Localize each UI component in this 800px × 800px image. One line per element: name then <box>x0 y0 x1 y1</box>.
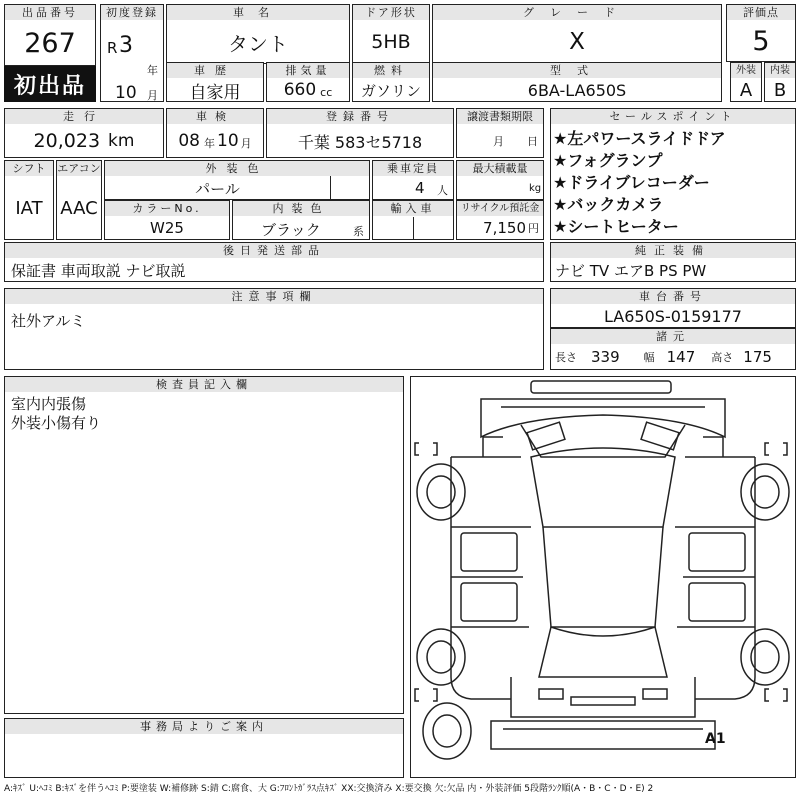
inspection-label: 車検 <box>167 109 263 124</box>
exterior-color: パール <box>105 176 331 200</box>
score: 5 <box>752 25 770 57</box>
score-label: 評価点 <box>727 5 795 20</box>
max-load-unit: kg <box>529 183 542 194</box>
displacement-box <box>266 62 350 102</box>
door-box <box>352 4 430 64</box>
recycle-fee: 7,150 <box>483 219 526 237</box>
capacity: 4 <box>415 179 425 197</box>
car-name-box <box>166 4 350 64</box>
width-label: 幅 <box>643 351 655 364</box>
equipment-box <box>550 242 796 282</box>
length-label: 長さ <box>555 351 577 364</box>
sales-point-item: ★フォグランプ <box>553 151 663 170</box>
first-listing-badge: 初出品 <box>4 66 96 102</box>
mileage-label: 走行 <box>5 109 163 124</box>
notes-label: 注意事項欄 <box>5 289 543 304</box>
recycle-unit: 円 <box>528 222 539 235</box>
first-registration-box <box>100 4 164 102</box>
exterior-label: 外装 <box>731 63 761 78</box>
registration-number: 千葉 583セ5718 <box>297 132 423 152</box>
import-box <box>372 200 454 240</box>
car-name-label: 車名 <box>167 5 349 20</box>
lot-number-label: 出品番号 <box>5 5 95 20</box>
width: 147 <box>666 348 696 366</box>
chassis-label: 車台番号 <box>551 289 795 304</box>
recycle-label: リサイクル預託金 <box>457 201 543 216</box>
transfer-deadline-box <box>456 108 544 158</box>
car-diagram <box>410 376 796 778</box>
transfer-day: 日 <box>527 135 538 148</box>
import-label: 輸入車 <box>373 201 453 216</box>
grade-box <box>432 4 722 64</box>
lot-number: 267 <box>24 27 76 59</box>
interior-color: ブラック <box>261 221 321 239</box>
capacity-unit: 人 <box>437 184 448 197</box>
aircon-box <box>56 160 102 240</box>
inspector-box <box>4 376 404 714</box>
chassis-box <box>550 288 796 328</box>
year-unit: 年 <box>147 64 158 77</box>
shift-label: シフト <box>5 161 53 176</box>
registration-month: 10 <box>115 83 137 102</box>
office-box <box>4 718 404 778</box>
chassis-number: LA650S-0159177 <box>604 306 742 326</box>
door-label: ドア形状 <box>353 5 429 20</box>
recycle-box <box>456 200 544 240</box>
history: 自家用 <box>189 82 241 102</box>
capacity-box <box>372 160 454 200</box>
mileage-unit: km <box>108 131 135 151</box>
max-load-box <box>456 160 544 200</box>
inspection-box <box>166 108 264 158</box>
sales-points-label: セールスポイント <box>551 109 795 124</box>
model: 6BA-LA650S <box>527 80 627 100</box>
interior-rating: B <box>773 79 787 101</box>
max-load-label: 最大積載量 <box>457 161 543 176</box>
inspector-label: 検査員記入欄 <box>5 377 403 392</box>
door-type: 5HB <box>371 31 411 53</box>
month-unit: 月 <box>147 89 158 102</box>
sales-points-box <box>550 108 796 240</box>
exterior-color-label: 外装色 <box>105 161 369 176</box>
color-number-label: カラーNo. <box>105 201 229 216</box>
fuel-box <box>352 62 430 102</box>
later-parts-box <box>4 242 544 282</box>
fuel-label: 燃料 <box>353 63 429 78</box>
registration-number-box <box>266 108 454 158</box>
era: R <box>107 39 118 57</box>
office-label: 事務局よりご案内 <box>5 719 403 734</box>
aircon-label: エアコン <box>57 162 101 175</box>
lot-number-box <box>4 4 96 66</box>
grade: X <box>569 29 585 55</box>
inspector-note: 外装小傷有り <box>11 414 102 432</box>
height: 175 <box>743 348 772 366</box>
exterior-color-box <box>104 160 370 200</box>
interior-color-box <box>232 200 370 240</box>
later-parts-label: 後日発送部品 <box>5 243 543 258</box>
length: 339 <box>591 348 620 366</box>
equipment-label: 純正装備 <box>551 243 795 258</box>
sales-point-item: ★シートヒーター <box>553 217 679 236</box>
transfer-deadline-label: 譲渡書類期限 <box>457 109 543 124</box>
history-box <box>166 62 264 102</box>
notes-box <box>4 288 544 370</box>
first-registration-label: 初度登録 <box>101 5 163 20</box>
inspection-year-unit: 年 <box>204 137 215 150</box>
car-outline-svg <box>411 377 795 777</box>
shift: IAT <box>15 197 43 219</box>
notes: 社外アルミ <box>11 312 86 330</box>
color-number: W25 <box>150 219 184 237</box>
height-label: 高さ <box>711 351 734 364</box>
score-box <box>726 4 796 62</box>
interior-color-label: 内装色 <box>233 201 369 216</box>
registration-number-label: 登録番号 <box>267 109 453 124</box>
grade-label: グレード <box>433 5 721 20</box>
capacity-label: 乗車定員 <box>373 161 453 176</box>
aircon: AAC <box>60 197 98 219</box>
sales-point-item: ★ドライブレコーダー <box>553 173 710 192</box>
later-parts: 保証書 車両取説 ナビ取説 <box>11 261 186 280</box>
equipment: ナビ TV エアB PS PW <box>555 261 707 280</box>
sales-point-item: ★左パワースライドドア <box>553 129 726 148</box>
interior-rating-box <box>764 62 796 102</box>
mileage-box <box>4 108 164 158</box>
inspector-note: 室内内張傷 <box>11 395 87 413</box>
inspection-month-unit: 月 <box>240 137 252 150</box>
displacement-unit: cc <box>320 85 333 99</box>
legend: A:ｷｽﾞ U:ﾍｺﾐ B:ｷｽﾞを伴うﾍｺﾐ P:要塗装 W:補修跡 S:錆 C:腐食、大 G:ﾌﾛﾝﾄｶﾞﾗｽ点ｷｽﾞ XX:交換済み X:要交換 欠:欠品 内・外装評価 5段階ﾗﾝｸ順(A・B・C・D・E) 2 <box>4 784 654 794</box>
dimensions-box <box>550 328 796 370</box>
exterior-rating-box <box>730 62 762 102</box>
displacement: 660 <box>283 80 317 100</box>
sales-point-item: ★バックカメラ <box>553 195 664 214</box>
dimensions-label: 諸元 <box>551 329 795 344</box>
inspection-month: 10 <box>217 131 239 151</box>
exterior-rating: A <box>739 79 753 101</box>
interior-label: 内装 <box>765 63 795 78</box>
transfer-month: 月 <box>493 135 504 148</box>
mileage: 20,023 <box>33 130 101 152</box>
fuel: ガソリン <box>360 81 421 100</box>
color-number-box <box>104 200 230 240</box>
displacement-label: 排気量 <box>267 63 349 78</box>
inspection-year: 08 <box>178 131 200 151</box>
interior-color-unit: 系 <box>353 225 364 238</box>
model-box <box>432 62 722 102</box>
shift-box <box>4 160 54 240</box>
model-label: 型式 <box>433 63 721 78</box>
car-name: タント <box>228 31 288 56</box>
damage-mark: A1 <box>705 731 726 747</box>
history-label: 車歴 <box>167 63 263 78</box>
registration-year: 3 <box>119 33 133 58</box>
